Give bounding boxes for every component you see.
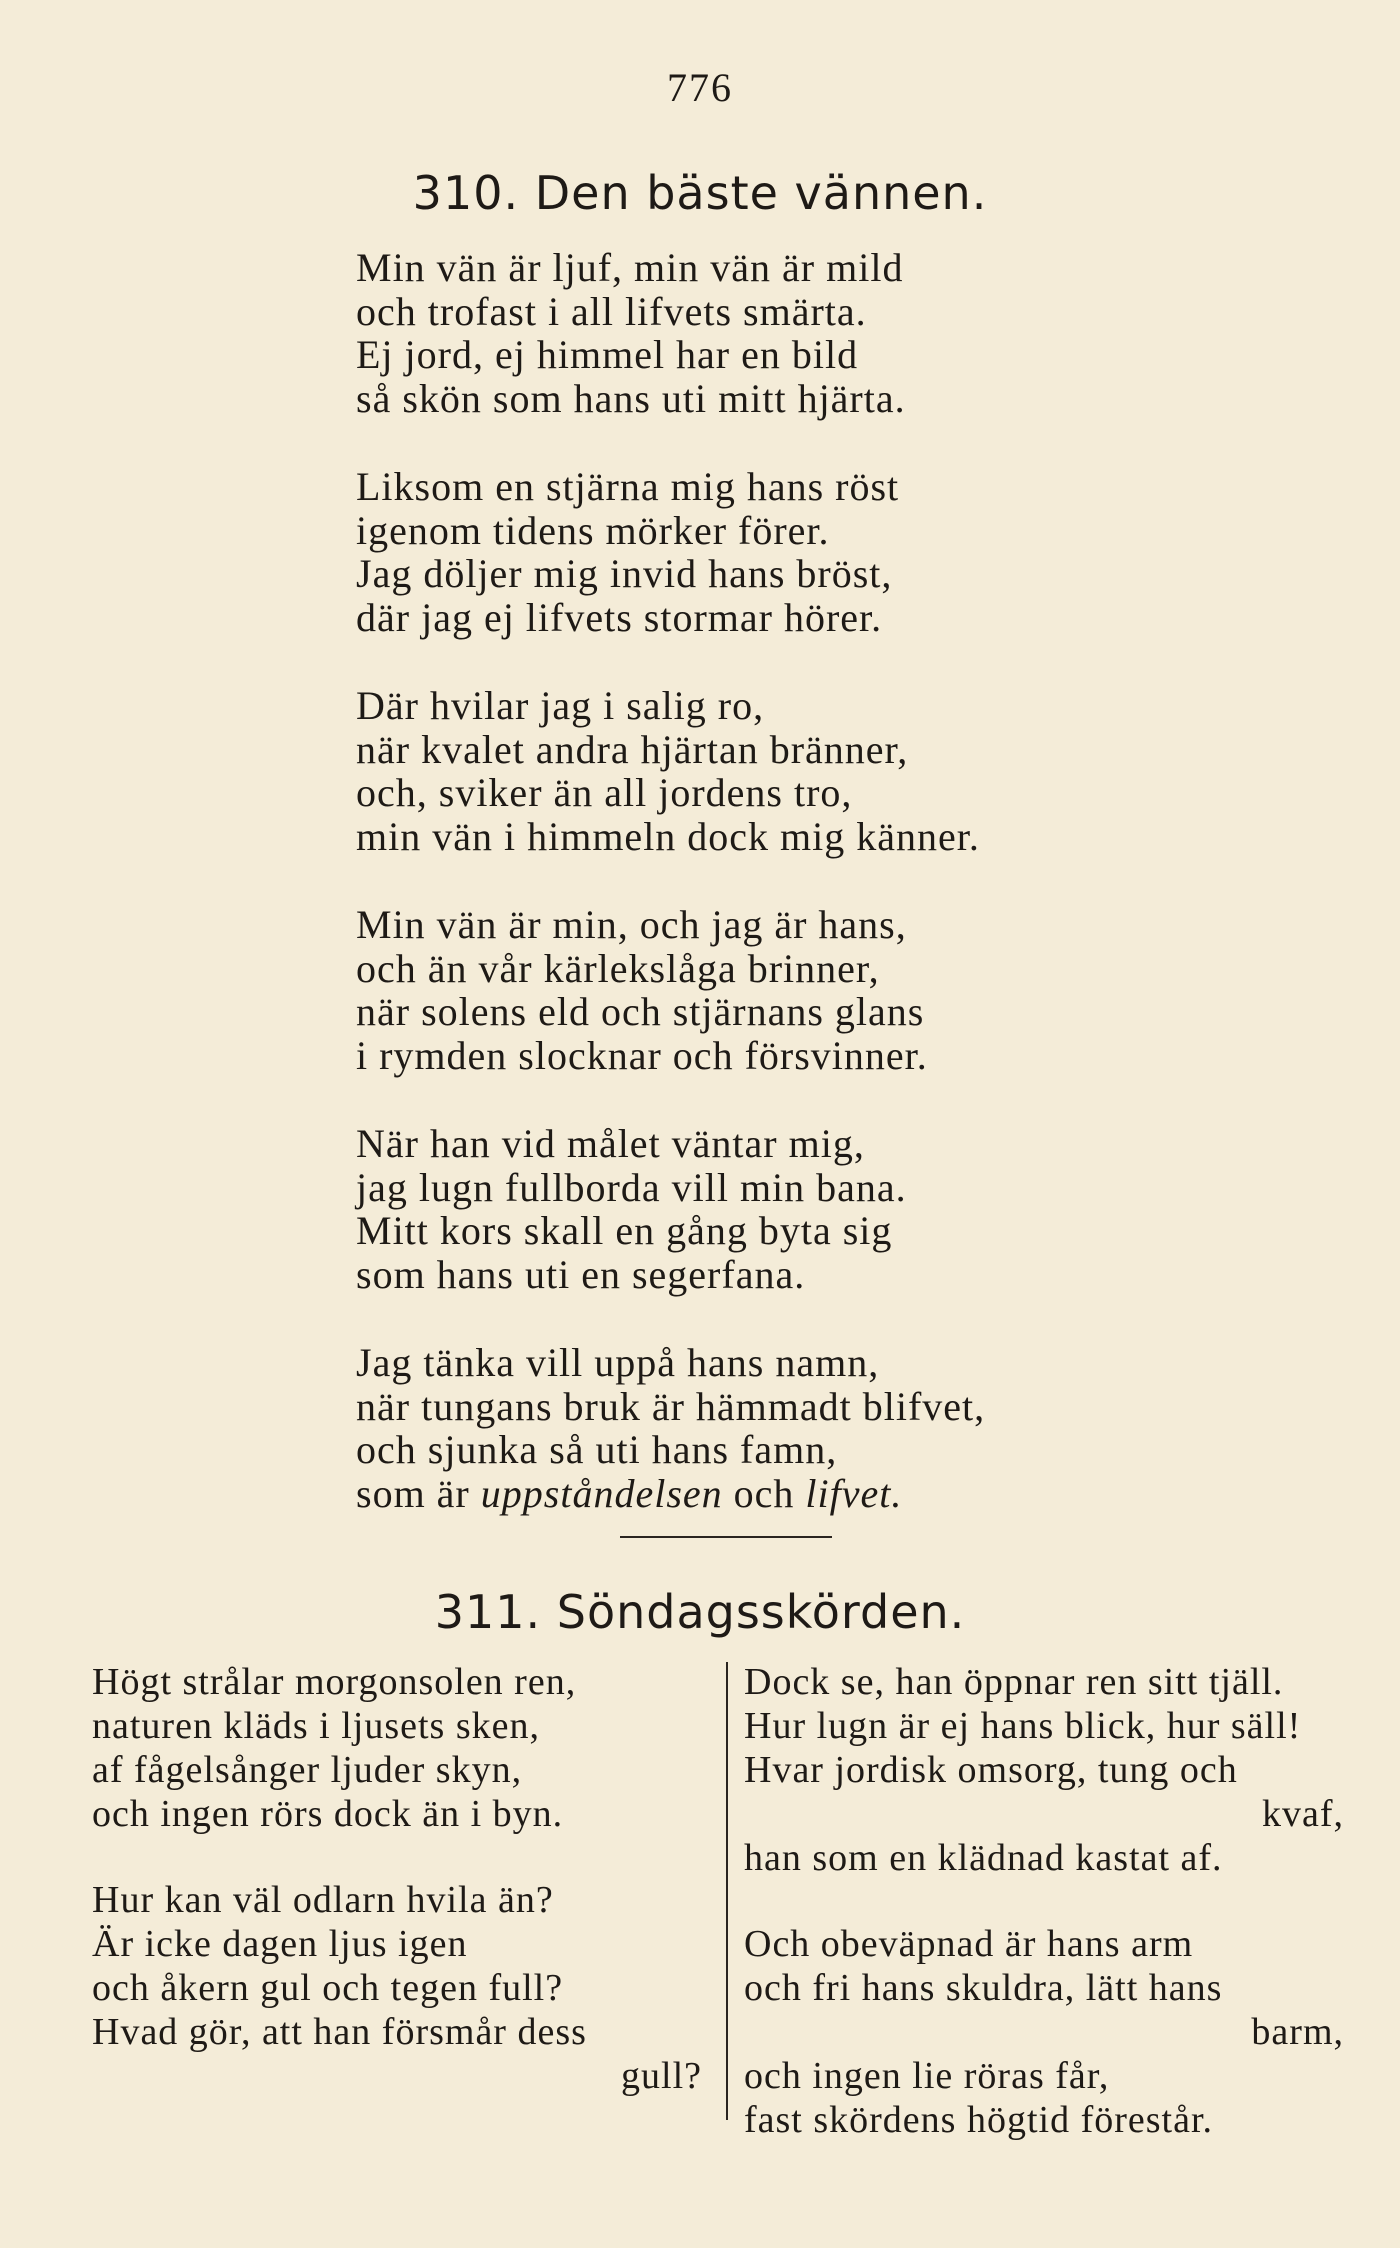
verse-line: af fågelsånger ljuder skyn,	[92, 1749, 523, 1791]
verse-line: och åkern gul och tegen full?	[92, 1967, 564, 2009]
verse-line: när kvalet andra hjärtan bränner,	[356, 726, 909, 772]
verse-line: Mitt kors skall en gång byta sig	[356, 1208, 893, 1253]
verse-line: Hvad gör, att han försmår dess	[92, 2011, 587, 2053]
stanza	[356, 1341, 1256, 1515]
verse-line-continuation: kvaf,	[1261, 1793, 1344, 1835]
verse-line: Högt strålar morgonsolen ren,	[92, 1661, 577, 1703]
verse-line-continuation: barm,	[1251, 2011, 1344, 2053]
italic-word: lifvet.	[805, 1470, 903, 1516]
verse-line: Där hvilar jag i salig ro,	[356, 683, 765, 728]
poem-311-left-column	[92, 1660, 712, 2140]
verse-line: Hur lugn är ej hans blick, hur säll!	[744, 1705, 1302, 1747]
verse-line: Är icke dagen ljus igen	[92, 1923, 468, 1965]
stanza	[356, 684, 1256, 858]
page-number: 776	[667, 65, 733, 110]
verse-line: Min vän är ljuf, min vän är mild	[356, 245, 904, 290]
verse-line: Hvar jordisk omsorg, tung och	[744, 1749, 1238, 1791]
verse-line: Jag tänka vill uppå hans namn,	[356, 1340, 880, 1385]
stanza	[744, 1660, 1354, 1880]
poem-311-title: 311. Söndagsskörden.	[434, 1585, 966, 1639]
poem-310-body	[356, 246, 1256, 1560]
verse-line: som hans uti en segerfana.	[356, 1251, 806, 1297]
stanza	[356, 903, 1256, 1077]
stanza	[356, 465, 1256, 639]
verse-line: och trofast i all lifvets smärta.	[356, 288, 867, 334]
verse-line: när tungans bruk är hämmadt blifvet,	[356, 1383, 986, 1429]
verse-line: Liksom en stjärna mig hans röst	[356, 464, 900, 509]
poem-310-title: 310. Den bäste vännen.	[412, 166, 988, 220]
verse-line: Jag döljer mig invid hans bröst,	[356, 551, 893, 596]
verse-line-continuation: gull?	[621, 2055, 702, 2097]
stanza	[92, 1878, 712, 2098]
italic-word: uppståndelsen	[480, 1470, 723, 1516]
stanza	[92, 1660, 712, 1836]
verse-line: jag lugn fullborda vill min bana.	[356, 1164, 907, 1210]
verse-line: Ej jord, ej himmel har en bild	[356, 332, 859, 377]
verse-line: och sjunka så uti hans famn,	[356, 1427, 838, 1472]
verse-line: fast skördens högtid förestår.	[744, 2099, 1214, 2141]
column-divider	[726, 1662, 728, 2120]
verse-line: min vän i himmeln dock mig känner.	[356, 813, 980, 859]
stanza	[356, 246, 1256, 420]
verse-line: Min vän är min, och jag är hans,	[356, 902, 907, 947]
verse-line-last	[356, 1472, 1256, 1516]
verse-text: och	[722, 1470, 806, 1516]
verse-line: igenom tidens mörker förer.	[356, 507, 830, 553]
verse-line: där jag ej lifvets stormar hörer.	[356, 594, 883, 640]
verse-line: när solens eld och stjärnans glans	[356, 989, 925, 1034]
verse-line: han som en klädnad kastat af.	[744, 1837, 1223, 1879]
verse-line: och ingen lie röras får,	[744, 2055, 1110, 2097]
verse-line: När han vid målet väntar mig,	[356, 1121, 865, 1166]
verse-line: i rymden slocknar och försvinner.	[356, 1032, 928, 1078]
verse-line: Dock se, han öppnar ren sitt tjäll.	[744, 1661, 1284, 1703]
verse-line: Hur kan väl odlarn hvila än?	[92, 1879, 554, 1921]
section-divider-rule	[620, 1536, 832, 1538]
stanza	[356, 1122, 1256, 1296]
verse-line: och fri hans skuldra, lätt hans	[744, 1967, 1223, 2009]
poem-311-right-column	[744, 1660, 1354, 2184]
verse-text: som är	[356, 1470, 481, 1516]
stanza	[744, 1922, 1354, 2142]
verse-line: naturen kläds i ljusets sken,	[92, 1705, 540, 1747]
verse-line: Och obeväpnad är hans arm	[744, 1923, 1194, 1965]
verse-line: och än vår kärlekslåga brinner,	[356, 945, 880, 991]
verse-line: så skön som hans uti mitt hjärta.	[356, 375, 906, 421]
verse-line: och, sviker än all jordens tro,	[356, 770, 853, 815]
verse-line: och ingen rörs dock än i byn.	[92, 1793, 564, 1835]
